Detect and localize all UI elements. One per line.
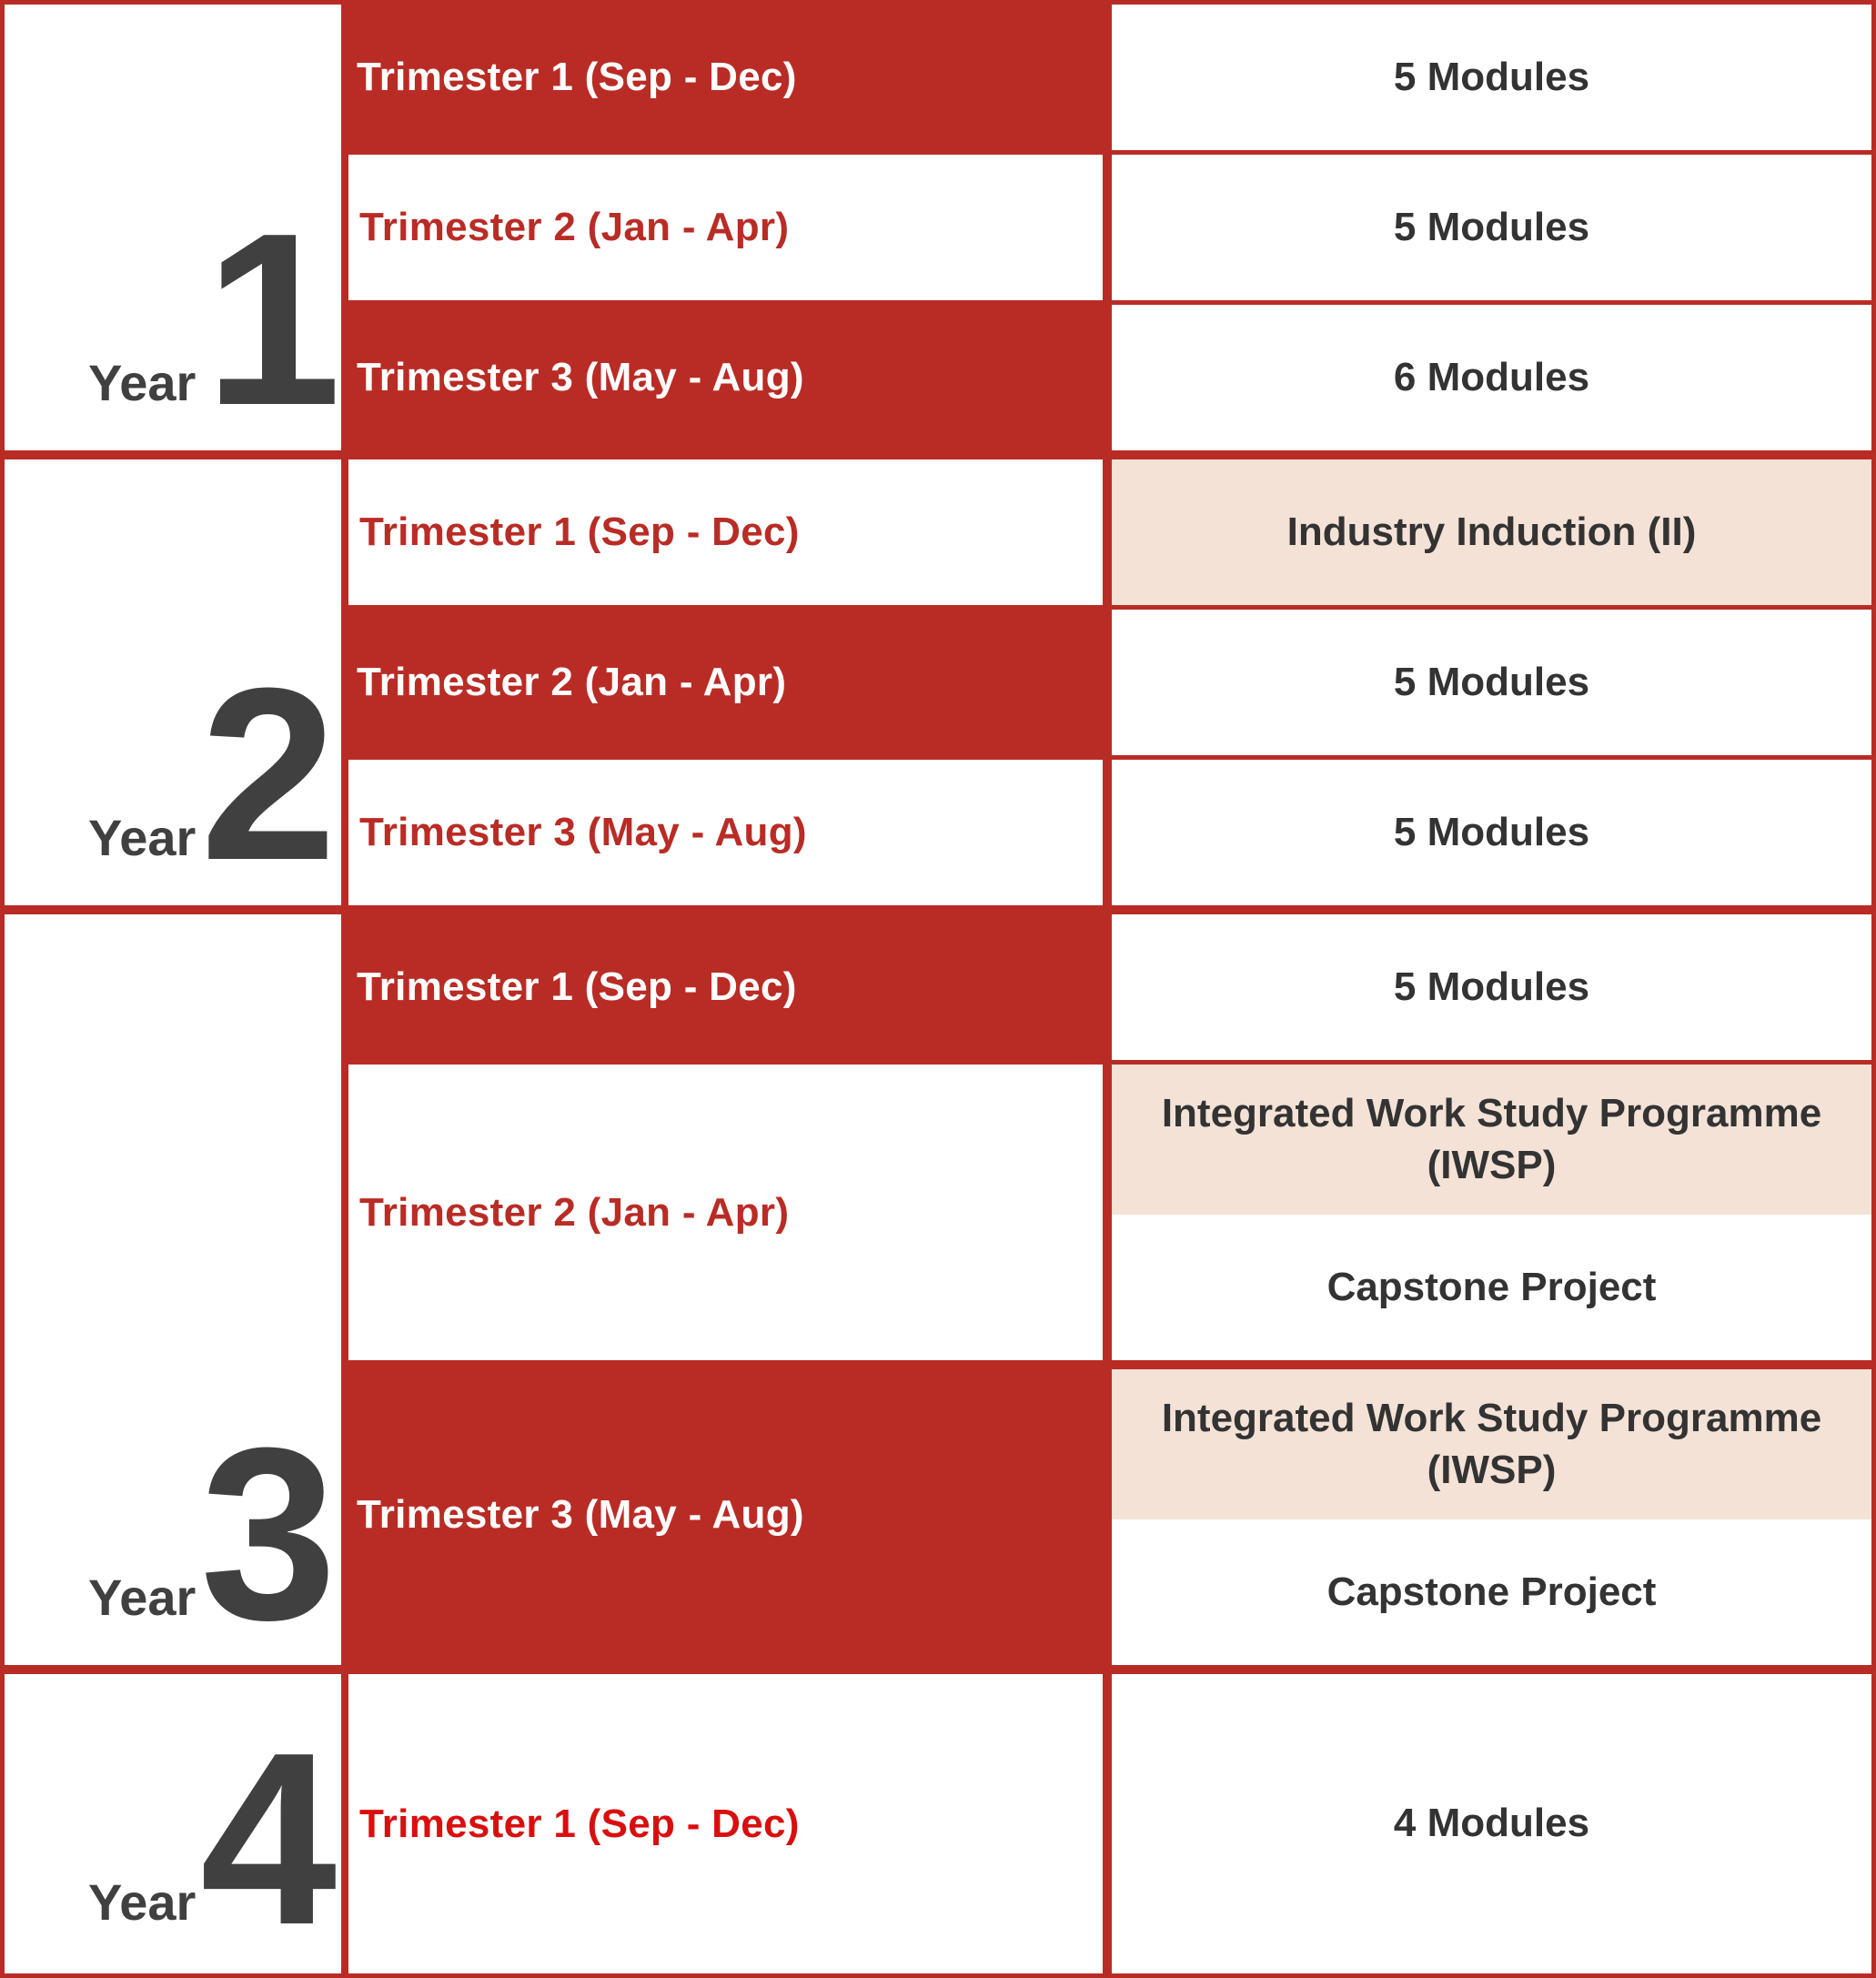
year-label: Year (88, 354, 197, 411)
trimester-label: Trimester 2 (Jan - Apr) (346, 610, 1107, 755)
year-3-cell (5, 914, 341, 1671)
trimester-label: Trimester 2 (Jan - Apr) (348, 155, 1103, 300)
trimester-label: Trimester 1 (Sep - Dec) (346, 5, 1107, 150)
trimester-label: Trimester 3 (May - Aug) (346, 1365, 1107, 1665)
year-number: 4 (200, 1702, 338, 1976)
module-cell: 5 Modules (1112, 5, 1871, 150)
module-cell: 5 Modules (1112, 155, 1871, 300)
year-label: Year (88, 1569, 197, 1626)
year-number: 3 (200, 1398, 338, 1671)
year-2-cell (5, 459, 341, 912)
year-4-cell (5, 1674, 341, 1976)
module-cell: 5 Modules (1112, 610, 1871, 755)
module-cell: 4 Modules (1112, 1674, 1871, 1973)
module-cell: 6 Modules (1112, 305, 1871, 450)
module-cell: 5 Modules (1112, 914, 1871, 1060)
trimester-label: Trimester 1 (Sep - Dec) (348, 459, 1103, 605)
trimester-label: Trimester 1 (Sep - Dec) (348, 1674, 1103, 1973)
year-1-cell (5, 5, 342, 457)
trimester-label: Trimester 2 (Jan - Apr) (348, 1065, 1103, 1360)
trimester-label: Trimester 1 (Sep - Dec) (346, 914, 1107, 1060)
module-cell: Integrated Work Study Programme (IWSP) (1112, 1369, 1871, 1519)
module-cell: 5 Modules (1112, 760, 1871, 905)
module-cell: Industry Induction (II) (1112, 459, 1871, 605)
year-label: Year (88, 809, 197, 866)
year-number: 1 (205, 183, 342, 457)
module-cell: Capstone Project (1112, 1215, 1871, 1360)
year-number: 2 (200, 638, 338, 912)
trimester-label: Trimester 3 (May - Aug) (348, 760, 1103, 905)
module-cell: Integrated Work Study Programme (IWSP) (1112, 1065, 1871, 1215)
year-label: Year (88, 1873, 197, 1931)
module-cell: Capstone Project (1112, 1519, 1871, 1665)
trimester-label: Trimester 3 (May - Aug) (346, 305, 1107, 450)
